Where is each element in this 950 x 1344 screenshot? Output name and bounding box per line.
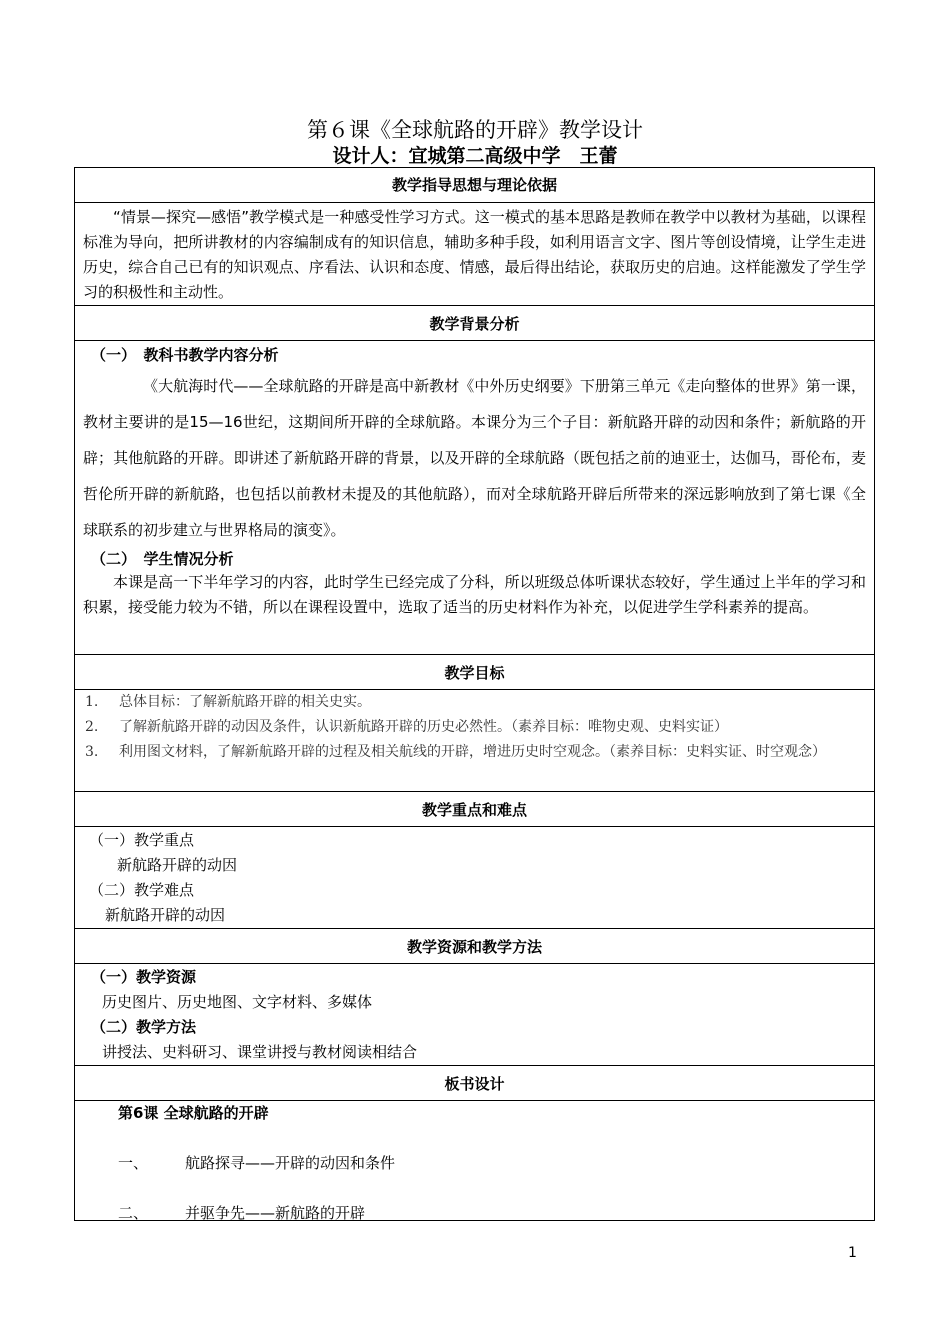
objective-item: [83, 715, 866, 740]
objective-text: 利用图文材料，了解新航路开辟的过程及相关航线的开辟，增进历史时空观念。（素养目标：史料实证、时空观念）: [119, 744, 826, 760]
key-point-text: 新航路开辟的动因: [117, 856, 238, 874]
board-item-number: 一、: [118, 1154, 149, 1172]
student-analysis-text: 本课是高一下半年学习的内容，此时学生已经完成了分科，所以班级总体听课状态较好，学生通过上半年的学习和积累，接受能力较为不错，所以在课程设置中，选取了适当的历史材料作为补充，以促进学生学科素养的提高。: [83, 573, 866, 616]
document-author: 设计人：宜城第二高级中学 王蕾: [332, 145, 618, 167]
section-body-key-points: [75, 827, 874, 928]
objective-number: 1.: [85, 694, 99, 710]
section-heading-background: 教学背景分析: [75, 305, 874, 341]
resources-text: 历史图片、历史地图、文字材料、多媒体: [102, 993, 373, 1011]
objective-text: 总体目标：了解新航路开辟的相关史实。: [119, 694, 371, 710]
objective-item: [83, 690, 866, 715]
objective-number: 2.: [85, 719, 99, 735]
guiding-theory-text: “情景—探究—感悟”教学模式是一种感受性学习方式。这一模式的基本思路是教师在教学中以教材为基础，以课程标准为导向，把所讲教材的内容编制成有的知识信息，辅助多种手段，如利用语言文字、图片等创设情境，让学生走进历史，综合自己已有的知识观点、序看法、认识和态度、情感，最后得出结论，获取历史的启迪。这样能激发了学生学习的积极性和主动性。: [83, 208, 866, 301]
methods-text: 讲授法、史料研习、课堂讲授与教材阅读相结合: [102, 1043, 418, 1061]
difficulty-heading: （二）教学难点: [89, 881, 195, 899]
student-analysis-heading: （二） 学生情况分析: [91, 550, 234, 568]
section-body-guiding-theory: [75, 203, 874, 305]
board-item: [83, 1201, 866, 1226]
board-item: [83, 1151, 866, 1176]
lesson-plan-table: [74, 167, 875, 1221]
section-body-background: [75, 341, 874, 654]
objective-number: 3.: [85, 744, 99, 760]
section-heading-guiding-theory: 教学指导思想与理论依据: [75, 168, 874, 203]
objective-item: [83, 740, 866, 765]
board-item-text: 并驱争先——新航路的开辟: [185, 1204, 366, 1222]
objective-text: 了解新航路开辟的动因及条件，认识新航路开辟的历史必然性。（素养目标：唯物史观、史料实证）: [119, 719, 728, 735]
board-item-number: 二、: [118, 1204, 149, 1222]
section-heading-resources-methods: 教学资源和教学方法: [75, 928, 874, 964]
section-heading-objectives: 教学目标: [75, 654, 874, 690]
key-point-heading: （一）教学重点: [89, 831, 195, 849]
difficulty-text: 新航路开辟的动因: [105, 906, 226, 924]
section-heading-board-design: 板书设计: [75, 1065, 874, 1101]
resources-heading: （一）教学资源: [91, 968, 197, 986]
board-item-text: 航路探寻——开辟的动因和条件: [185, 1154, 396, 1172]
textbook-analysis-text: 《大航海时代——全球航路的开辟是高中新教材《中外历史纲要》下册第三单元《走向整体的世界》第一课，教材主要讲的是15—16世纪，这期间所开辟的全球航路。本课分为三个子目：新航路开辟的动因和条件；新航路的开辟；其他航路的开辟。即讲述了新航路开辟的背景，以及开辟的全球航路（既包括之前的迪亚士，达伽马，哥伦布，麦哲伦所开辟的新航路，也包括以前教材未提及的其他航路），而对全球航路开辟后所带来的深远影响放到了第七课《全球联系的初步建立与世界格局的演变》。: [83, 377, 866, 539]
section-body-resources-methods: [75, 964, 874, 1065]
board-design: [75, 1101, 874, 1226]
methods-heading: （二）教学方法: [91, 1018, 197, 1036]
document-title: 第６课《全球航路的开辟》教学设计: [307, 118, 643, 142]
objectives-list: [75, 690, 874, 791]
board-title: 第6课 全球航路的开辟: [118, 1104, 269, 1122]
page-number: 1: [848, 1245, 857, 1261]
textbook-analysis-heading: （一） 教科书教学内容分析: [91, 346, 279, 364]
section-heading-key-points: 教学重点和难点: [75, 791, 874, 827]
